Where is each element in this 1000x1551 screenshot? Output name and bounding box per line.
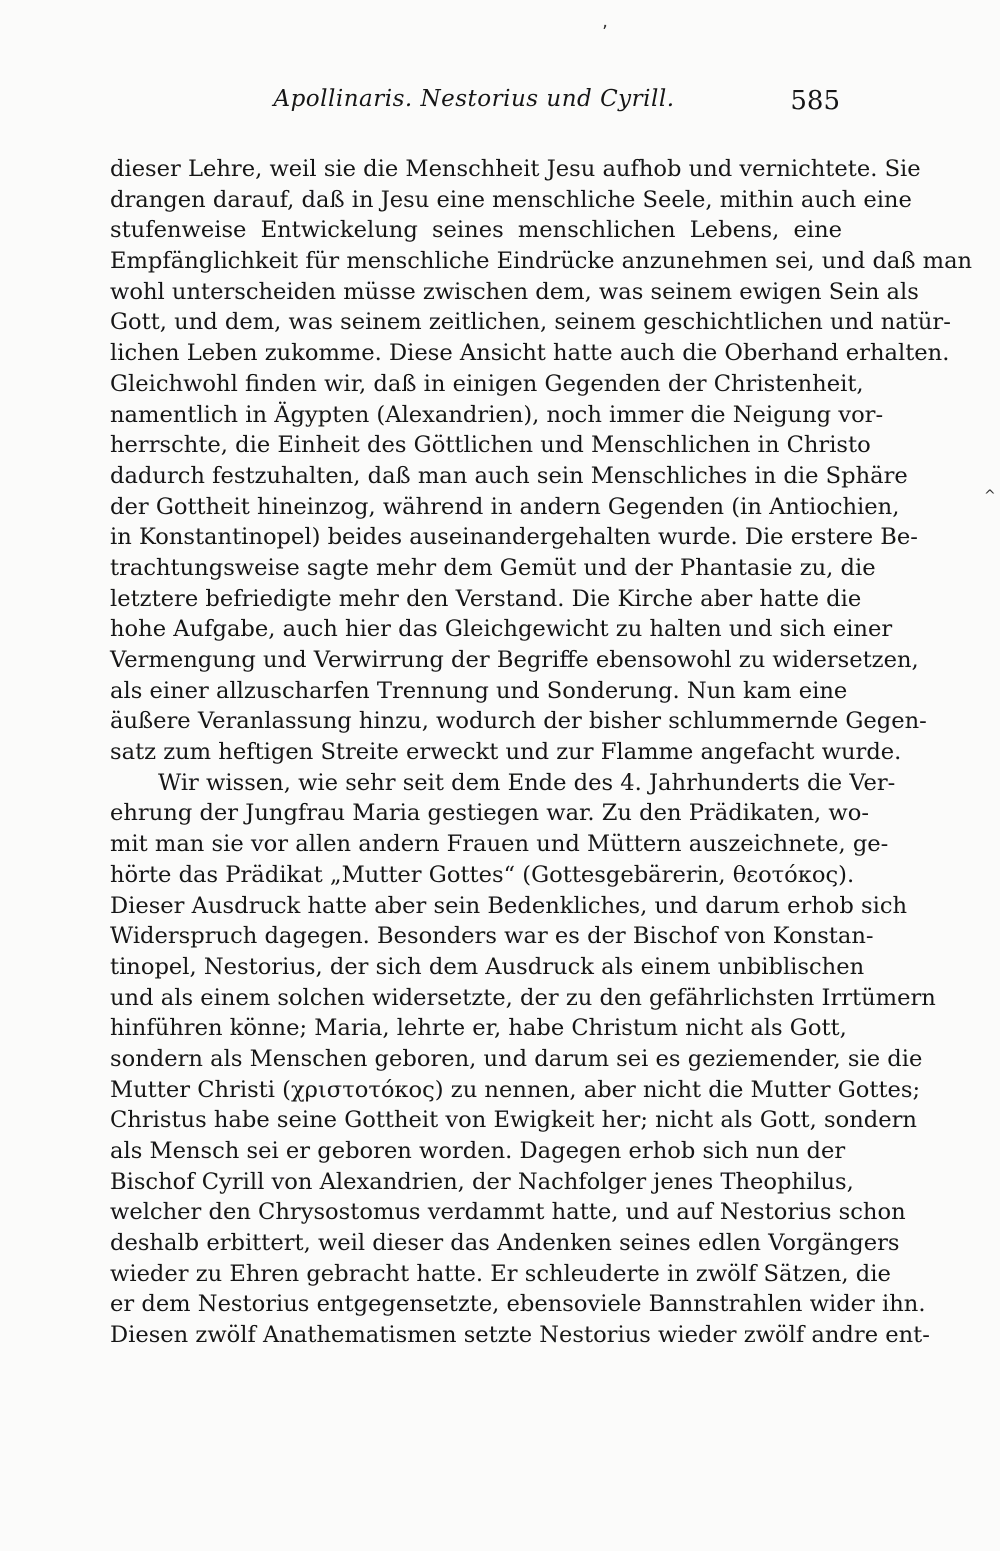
text-line: lichen Leben zukomme. Diese Ansicht hatte auch die Oberhand erhalten. xyxy=(110,340,950,367)
text-line: Mutter Christi (χριστοτόκος) zu nennen, aber nicht die Mutter Gottes; xyxy=(110,1076,921,1103)
text-line: Diesen zwölf Anathematismen setzte Nestorius wieder zwölf andre ent- xyxy=(110,1322,930,1349)
text-line: herrschte, die Einheit des Göttlichen und Menschlichen in Christo xyxy=(110,432,871,459)
text-line: äußere Veranlassung hinzu, wodurch der bisher schlummernde Gegen- xyxy=(110,708,927,735)
text-line: Vermengung und Verwirrung der Begriffe ebensowohl zu widersetzen, xyxy=(110,647,919,673)
text-line: in Konstantinopel) beides auseinandergehalten wurde. Die erstere Be- xyxy=(110,524,918,551)
text-line: wohl unterscheiden müsse zwischen dem, was seinem ewigen Sein als xyxy=(110,278,919,305)
text-line: mit man sie vor allen andern Frauen und Müttern auszeichnete, ge- xyxy=(110,831,889,858)
page-number: 585 xyxy=(790,86,840,116)
ink-mark-icon: ʼ xyxy=(602,22,608,43)
text-line: letztere befriedigte mehr den Verstand. Die Kirche aber hatte die xyxy=(110,585,862,612)
text-line: Bischof Cyrill von Alexandrien, der Nachfolger jenes Theophilus, xyxy=(110,1168,854,1195)
text-line: hohe Aufgabe, auch hier das Gleichgewicht zu halten und sich einer xyxy=(110,616,893,643)
body-text xyxy=(110,154,973,1351)
text-line: dadurch festzuhalten, daß man auch sein Menschliches in die Sphäre xyxy=(110,462,908,489)
text-line: welcher den Chrysostomus verdammt hatte, und auf Nestorius schon xyxy=(110,1199,906,1226)
text-line: Gleichwohl finden wir, daß in einigen Gegenden der Christenheit, xyxy=(110,370,864,397)
text-line: hinführen könne; Maria, lehrte er, habe Christum nicht als Gott, xyxy=(110,1015,847,1042)
text-line: ehrung der Jungfrau Maria gestiegen war. Zu den Prädikaten, wo- xyxy=(110,800,869,827)
text-line: deshalb erbittert, weil dieser das Andenken seines edlen Vorgängers xyxy=(110,1230,900,1257)
text-line: Widerspruch dagegen. Besonders war es der Bischof von Konstan- xyxy=(110,923,874,950)
text-line: stufenweise Entwickelung seines menschlichen Lebens, eine xyxy=(110,217,842,244)
text-line: wieder zu Ehren gebracht hatte. Er schleuderte in zwölf Sätzen, die xyxy=(110,1260,891,1287)
paragraph-start-line: Wir wissen, wie sehr seit dem Ende des 4. Jahrhunderts die Ver- xyxy=(158,769,896,796)
text-line: Christus habe seine Gottheit von Ewigkeit her; nicht als Gott, sondern xyxy=(110,1107,917,1134)
text-line: satz zum heftigen Streite erweckt und zur Flamme angefacht wurde. xyxy=(110,739,902,766)
text-line: tinopel, Nestorius, der sich dem Ausdruck als einem unbiblischen xyxy=(110,953,865,980)
text-line: drangen darauf, daß in Jesu eine menschliche Seele, mithin auch eine xyxy=(110,186,912,213)
running-title: Apollinaris. Nestorius und Cyrill. xyxy=(273,86,675,112)
text-line: hörte das Prädikat „Mutter Gottes“ (Gottesgebärerin, θεοτόκος). xyxy=(110,861,855,888)
text-line: als einer allzuscharfen Trennung und Sonderung. Nun kam eine xyxy=(110,677,848,704)
text-line: sondern als Menschen geboren, und darum sei es geziemender, sie die xyxy=(110,1045,923,1072)
text-line: Dieser Ausdruck hatte aber sein Bedenkliches, und darum erhob sich xyxy=(110,892,908,919)
text-line: Empfänglichkeit für menschliche Eindrücke anzunehmen sei, und daß man xyxy=(110,248,973,275)
text-line: und als einem solchen widersetzte, der zu den gefährlichsten Irrtümern xyxy=(110,984,936,1011)
text-line: dieser Lehre, weil sie die Menschheit Jesu aufhob und vernichtete. Sie xyxy=(110,156,921,182)
text-line: trachtungsweise sagte mehr dem Gemüt und der Phantasie zu, die xyxy=(110,554,876,581)
text-line: der Gottheit hineinzog, während in andern Gegenden (in Antiochien, xyxy=(110,493,900,520)
text-line: als Mensch sei er geboren worden. Dagegen erhob sich nun der xyxy=(110,1138,846,1164)
text-line: Gott, und dem, was seinem zeitlichen, seinem geschichtlichen und natür- xyxy=(110,309,951,336)
margin-mark-icon: ^ xyxy=(984,488,996,504)
text-line: er dem Nestorius entgegensetzte, ebensoviele Bannstrahlen wider ihn. xyxy=(110,1291,926,1318)
page-header xyxy=(108,86,840,126)
text-line: namentlich in Ägypten (Alexandrien), noch immer die Neigung vor- xyxy=(110,401,884,428)
